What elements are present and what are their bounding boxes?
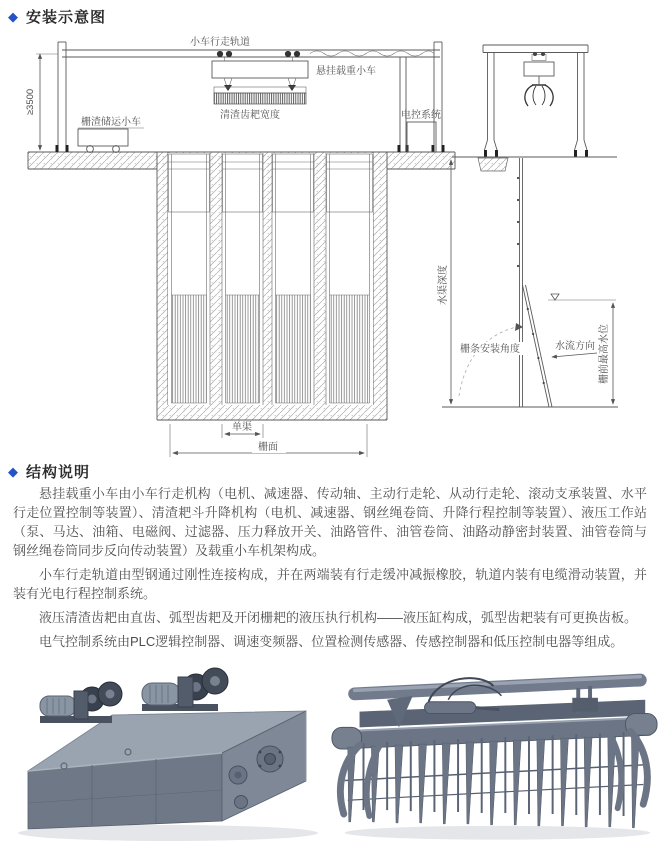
cable-festoon — [310, 51, 434, 56]
section-title: 安装示意图 — [26, 9, 107, 26]
structure-description — [13, 484, 647, 656]
label-rake-width: 清渣齿耙宽度 — [220, 110, 280, 121]
label-storage-cart: 栅渣储运小车 — [81, 117, 141, 128]
dimension-min-height — [25, 54, 58, 150]
section-header-structure — [8, 461, 90, 482]
waste-storage-cart — [78, 128, 144, 152]
dimension-channel-depth — [436, 160, 451, 404]
photo-trolley-machine — [0, 653, 330, 847]
diamond-icon: ◆ — [8, 9, 19, 24]
product-photos — [0, 653, 660, 847]
label-track: 小车行走轨道 — [190, 37, 250, 48]
hoist-and-grab — [524, 52, 554, 106]
label-trolley: 悬挂载重小车 — [316, 66, 376, 77]
diamond-icon: ◆ — [8, 464, 19, 479]
bar-angle-annotation — [455, 323, 525, 396]
side-elevation-view — [436, 45, 618, 407]
description-paragraph: 电气控制系统由PLC逻辑控制器、调速变频器、位置检测传感器、传感控制器和低压控制电器等组成。 — [39, 634, 624, 649]
label-single-channel: 单渠 — [232, 422, 252, 433]
description-paragraph: 悬挂载重小车由小车行走机构（电机、减速器、传动轴、主动行走轮、从动行走轮、滚动支承装置、水平行走位置控制等装置）、清渣耙斗升降机构（电机、减速器、钢丝绳卷筒、升降行程控制等装置）、液压工作站（泵、马达、油箱、电磁阀、过滤器、压力释放开关、油路管件、油管卷筒、油路动静密封装置、油管卷筒与钢丝绳卷筒同步反向传动装置）及载重小车机架构成。 — [13, 486, 647, 558]
main-elevation-view — [25, 35, 455, 457]
section-header-installation — [8, 6, 106, 27]
label-screen-face: 栅面 — [258, 442, 278, 453]
label-min-height: ≥3500 — [25, 88, 36, 116]
label-bar-angle: 栅条安装角度 — [460, 344, 520, 355]
label-max-water-level: 栅前最高水位 — [599, 324, 610, 384]
dimension-screen-face — [170, 424, 367, 457]
description-paragraph: 小车行走轨道由型钢通过刚性连接构成，并在两端装有行走缓冲减振橡胶，轨道内装有电缆滑动装置，并装有光电行程控制系统。 — [13, 567, 647, 601]
installation-diagram — [0, 28, 660, 463]
photo-grab-rake — [330, 653, 660, 847]
label-flow-direction: 水流方向 — [555, 341, 595, 352]
flow-direction-annotation — [552, 339, 597, 357]
label-control-system: 电控系统 — [401, 110, 441, 121]
section-title: 结构说明 — [26, 464, 91, 481]
description-paragraph: 液压清渣齿耙由直齿、弧型齿耙及开闭栅耙的液压执行机构——液压缸构成，弧型齿耙装有可更换齿板。 — [39, 610, 638, 625]
label-channel-depth: 水渠深度 — [438, 265, 449, 305]
dimension-single-channel — [222, 420, 263, 438]
